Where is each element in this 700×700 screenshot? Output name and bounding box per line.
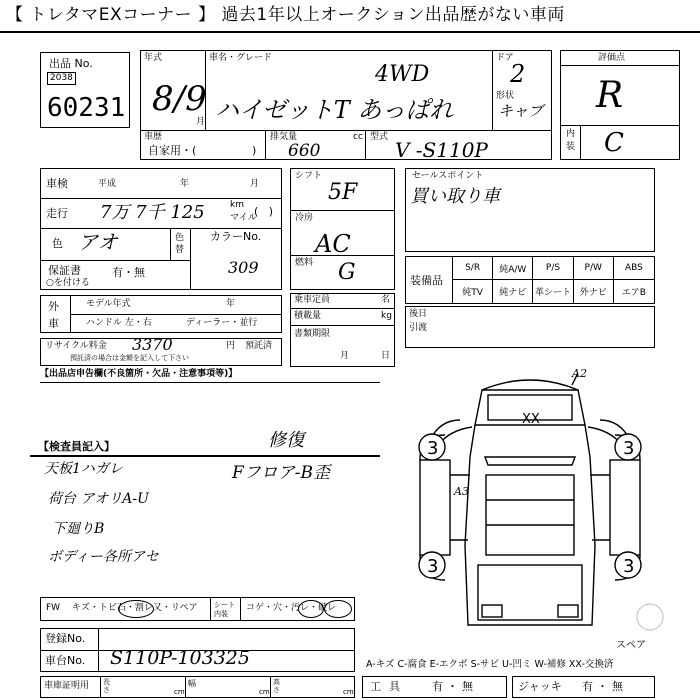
jack-options: 有・無: [582, 680, 627, 693]
mile-label: マイル: [230, 213, 257, 223]
shaken-year-unit: 年: [180, 179, 190, 189]
shaken-era: 平成: [98, 179, 117, 189]
height-unit: cm: [343, 688, 354, 696]
seat-label: シート内装: [214, 601, 235, 618]
shift-value: 5F: [328, 180, 358, 205]
width-unit: cm: [259, 688, 270, 696]
warranty-note: ○を付ける: [46, 278, 90, 288]
sales-point-label: セールスポイント: [412, 171, 484, 181]
warranty-label: 保証書: [48, 264, 81, 277]
declaration-label: 【出品店申告欄(不良箇所・欠品・注意事項等)】: [40, 369, 238, 379]
chassis-value: S110P-103325: [110, 647, 250, 669]
width-label: 幅: [188, 679, 196, 688]
equip-leather: 革シート: [533, 280, 573, 303]
inspector-note-4: ボディー各所アセ: [48, 549, 159, 565]
legend-text: A-キズ C-腐食 E-エクボ S-サビ U-凹ミ W-補修 XX-交換済: [366, 659, 614, 670]
cert-label: 車庫証明用: [44, 681, 90, 691]
color-change-label: 色替: [175, 233, 185, 255]
fw-tobi-circle: [118, 600, 154, 618]
usage-value: 自家用・(: [148, 144, 197, 157]
inspector-note-2: 荷台 アオリA-U: [48, 491, 149, 507]
vehicle-diagram: [400, 365, 700, 650]
equip-tv: 純TV: [453, 280, 493, 303]
header-bar: [0, 0, 700, 33]
mark-roof: XX: [522, 412, 540, 427]
header-title: 【 トレタマEXコーナー 】 過去1年以上オークション出品歴がない車両: [6, 5, 565, 25]
lot-number: 60231: [47, 93, 126, 123]
model-label: 型式: [370, 132, 389, 142]
equip-ps: P/S: [533, 257, 573, 280]
interior-value: C: [604, 128, 624, 158]
inspector-note-1: 天板1ハガレ: [44, 461, 123, 477]
color-value: アオ: [78, 230, 118, 254]
document-label: 書類期限: [294, 329, 331, 339]
passenger-unit: 名: [381, 295, 391, 305]
lot-box: [40, 52, 130, 128]
load-label: 積載量: [294, 311, 322, 321]
equipment-grid: [453, 256, 655, 304]
passenger-label: 乗車定員: [294, 295, 331, 305]
load-unit: kg: [381, 311, 392, 321]
height-label: 高さ: [273, 678, 280, 694]
chassis-label: 車台No.: [45, 654, 86, 667]
equip-abs: ABS: [614, 257, 654, 280]
shape-label: 形状: [496, 91, 515, 101]
sales-point-value: 買い取り車: [410, 186, 500, 207]
doors-label: ドア: [496, 53, 514, 63]
recycle-value: 3370: [132, 335, 173, 354]
model-value: V -S110P: [395, 138, 488, 162]
mark-top: A2: [572, 367, 587, 380]
equipment-label: 装備品: [410, 274, 443, 287]
recycle-note: 預託済の場合は金額を記入して下さい: [70, 354, 189, 362]
shift-label: シフト: [295, 171, 323, 181]
tire-fl-mark: 3: [427, 438, 439, 459]
tire-rr-mark: 3: [623, 556, 635, 577]
length-label: 長さ: [103, 678, 110, 694]
displacement-label: 排気量: [270, 132, 298, 142]
seat-options: コゲ・穴・汚レ・破レ: [246, 603, 337, 613]
document-day: 日: [381, 351, 391, 361]
color-label: 色: [52, 237, 63, 250]
mileage-value: 7万 7千 125: [100, 202, 205, 223]
spare-tire-circle: [637, 604, 663, 630]
shaken-label: 車検: [46, 177, 68, 190]
displacement-unit: cc: [353, 132, 363, 142]
inspector-label: 【検査員記入】: [38, 440, 115, 453]
year-value: 8/9: [152, 79, 207, 119]
equipment-label-box: [405, 256, 453, 304]
lot-label: 出品 No.: [49, 57, 93, 70]
model-year-label: モデル年式: [86, 299, 131, 309]
equip-airbag: エアB: [621, 288, 646, 298]
seat-soil-circle: [298, 600, 324, 618]
shaken-month-unit: 月: [250, 179, 260, 189]
recycle-unit: 円: [226, 341, 236, 351]
usage-label: 車歴: [144, 132, 163, 142]
tire-rl-mark: 3: [427, 556, 439, 577]
mark-bed: A3: [454, 485, 469, 498]
recycle-deposit: 預託済: [245, 341, 273, 351]
equip-pw: P/W: [574, 257, 614, 280]
rear-label-2: 引渡: [409, 323, 428, 333]
spare-label: スペア: [616, 640, 646, 650]
color-no-label: カラーNo.: [210, 230, 262, 243]
inspector-note-3: 下廻りB: [52, 521, 105, 537]
mileage-paren: ( ): [254, 205, 274, 218]
year-label: 年式: [144, 53, 163, 63]
fw-options: キズ・トビ石・割レ又・リペア: [72, 603, 198, 613]
equip-navi: 純ナビ: [493, 280, 533, 303]
mileage-label: 走行: [46, 207, 68, 220]
shape-value: キャブ: [498, 102, 544, 120]
tools-label: 工具: [370, 680, 408, 693]
km-label: km: [230, 200, 244, 210]
tire-fr-mark: 3: [623, 438, 635, 459]
fuel-value: G: [338, 260, 356, 285]
length-unit: cm: [174, 688, 185, 696]
usage-close: ): [252, 144, 257, 157]
doors-value: 2: [510, 60, 526, 88]
equip-sr: S/R: [453, 257, 493, 280]
drive-value: 4WD: [375, 62, 430, 87]
displacement-value: 660: [288, 141, 321, 161]
seat-tear-circle: [324, 600, 352, 618]
fuel-label: 燃料: [295, 258, 314, 268]
rear-box: [405, 306, 655, 348]
rear-label: 後日: [409, 309, 428, 319]
lot-small-number: 2038: [47, 72, 76, 85]
color-no-value: 309: [228, 258, 259, 277]
document-month: 月: [340, 351, 350, 361]
grade-value: R: [596, 75, 624, 116]
ac-label: 冷房: [295, 213, 314, 223]
equip-ext-navi: 外ナビ: [574, 280, 614, 303]
handle-label: ハンドル 左・右: [86, 318, 152, 328]
name-value: ハイゼットT あっぱれ: [215, 96, 454, 124]
interior-label: 内装: [566, 129, 576, 152]
warranty-options: 有・無: [112, 266, 145, 279]
month-suffix: 月: [196, 117, 206, 127]
reg-label: 登録No.: [45, 632, 86, 645]
ac-value: AC: [315, 230, 351, 258]
jack-label: ジャッキ: [518, 680, 562, 693]
fw-label: FW: [46, 603, 61, 613]
foreign-label: 外車: [48, 300, 59, 330]
inspector-note-top: 修復: [268, 430, 304, 451]
equip-aw: 純A/W: [493, 257, 533, 280]
recycle-label: リサイクル料金: [45, 341, 107, 351]
inspector-note-right: Fフロア-B歪: [232, 463, 331, 483]
tools-options: 有・無: [432, 680, 477, 693]
dealer-label: ディーラー・並行: [186, 318, 258, 328]
grade-label: 評価点: [598, 53, 626, 63]
name-label: 車名・グレード: [209, 53, 273, 63]
foreign-year-unit: 年: [226, 299, 236, 309]
